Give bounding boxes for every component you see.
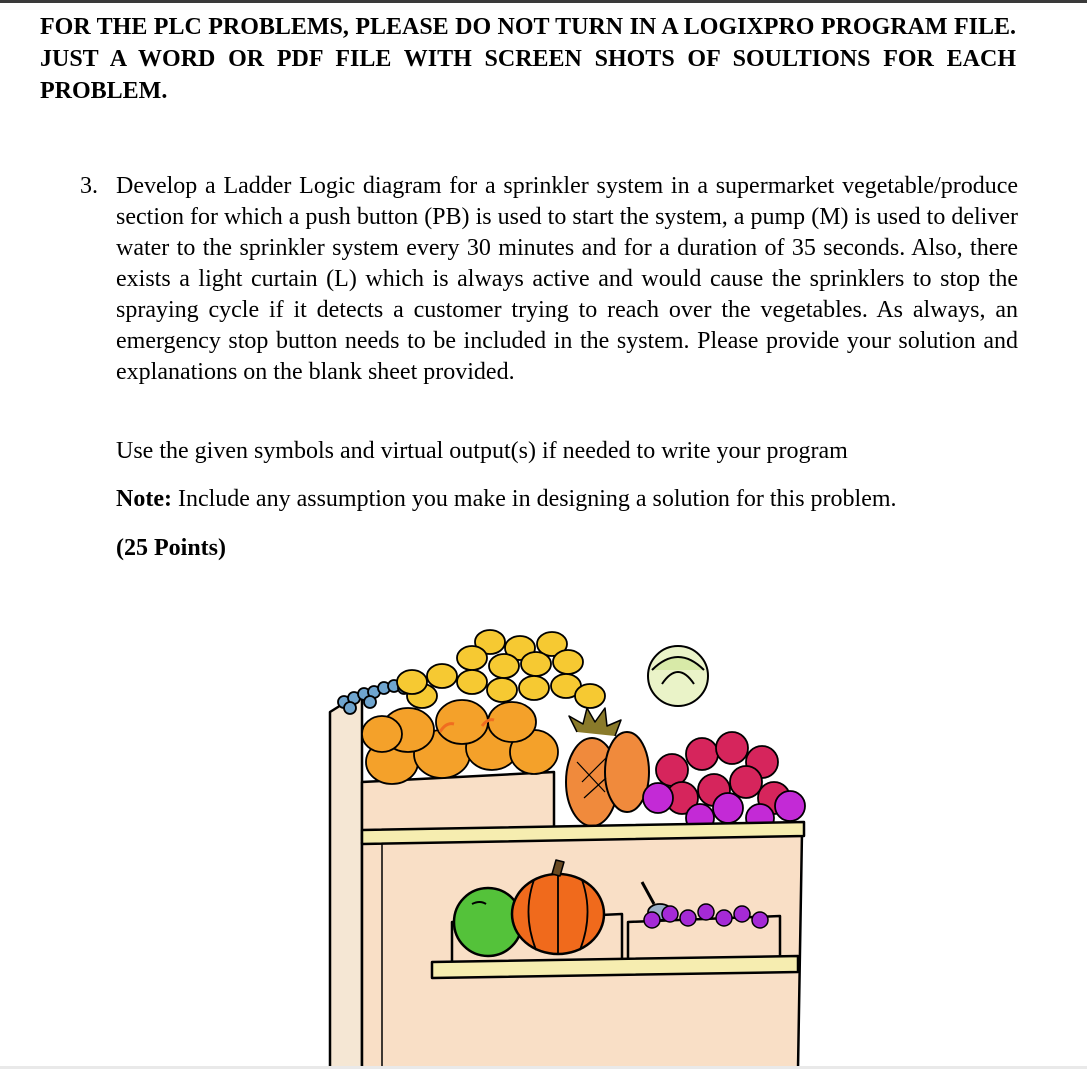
symbols-instruction: Use the given symbols and virtual output(s) if needed to write your program [116, 438, 848, 464]
note-text: Include any assumption you make in designing a solution for this problem. [171, 486, 897, 512]
produce-stand-illustration [322, 622, 808, 1069]
submission-notice: FOR THE PLC PROBLEMS, PLEASE DO NOT TURN IN A LOGIXPRO PROGRAM FILE. JUST A WORD OR PDF FILE WITH SCREEN SHOTS OF SOULTIONS FOR EACH PROBLEM. [40, 14, 1016, 104]
points-label: (25 Points) [116, 535, 226, 561]
top-border [0, 0, 1087, 3]
problem-statement: Develop a Ladder Logic diagram for a sprinkler system in a supermarket vegetable/produce section for which a push button (PB) is used to start the system, a pump (M) is used to deliver water to the sprinkler system every 30 minutes and for a duration of 35 seconds. Also, there exists a light curtain (L) which is always active and would cause the sprinklers to stop the spraying cycle if it detects a customer trying to reach over the vegetables. As always, an emergency stop button needs to be included in the system. Please provide your solution and explanations on the blank sheet provided. [116, 173, 1018, 385]
note-line [116, 484, 897, 515]
problem-number: 3. [80, 173, 98, 199]
note-label: Note: [116, 486, 172, 512]
